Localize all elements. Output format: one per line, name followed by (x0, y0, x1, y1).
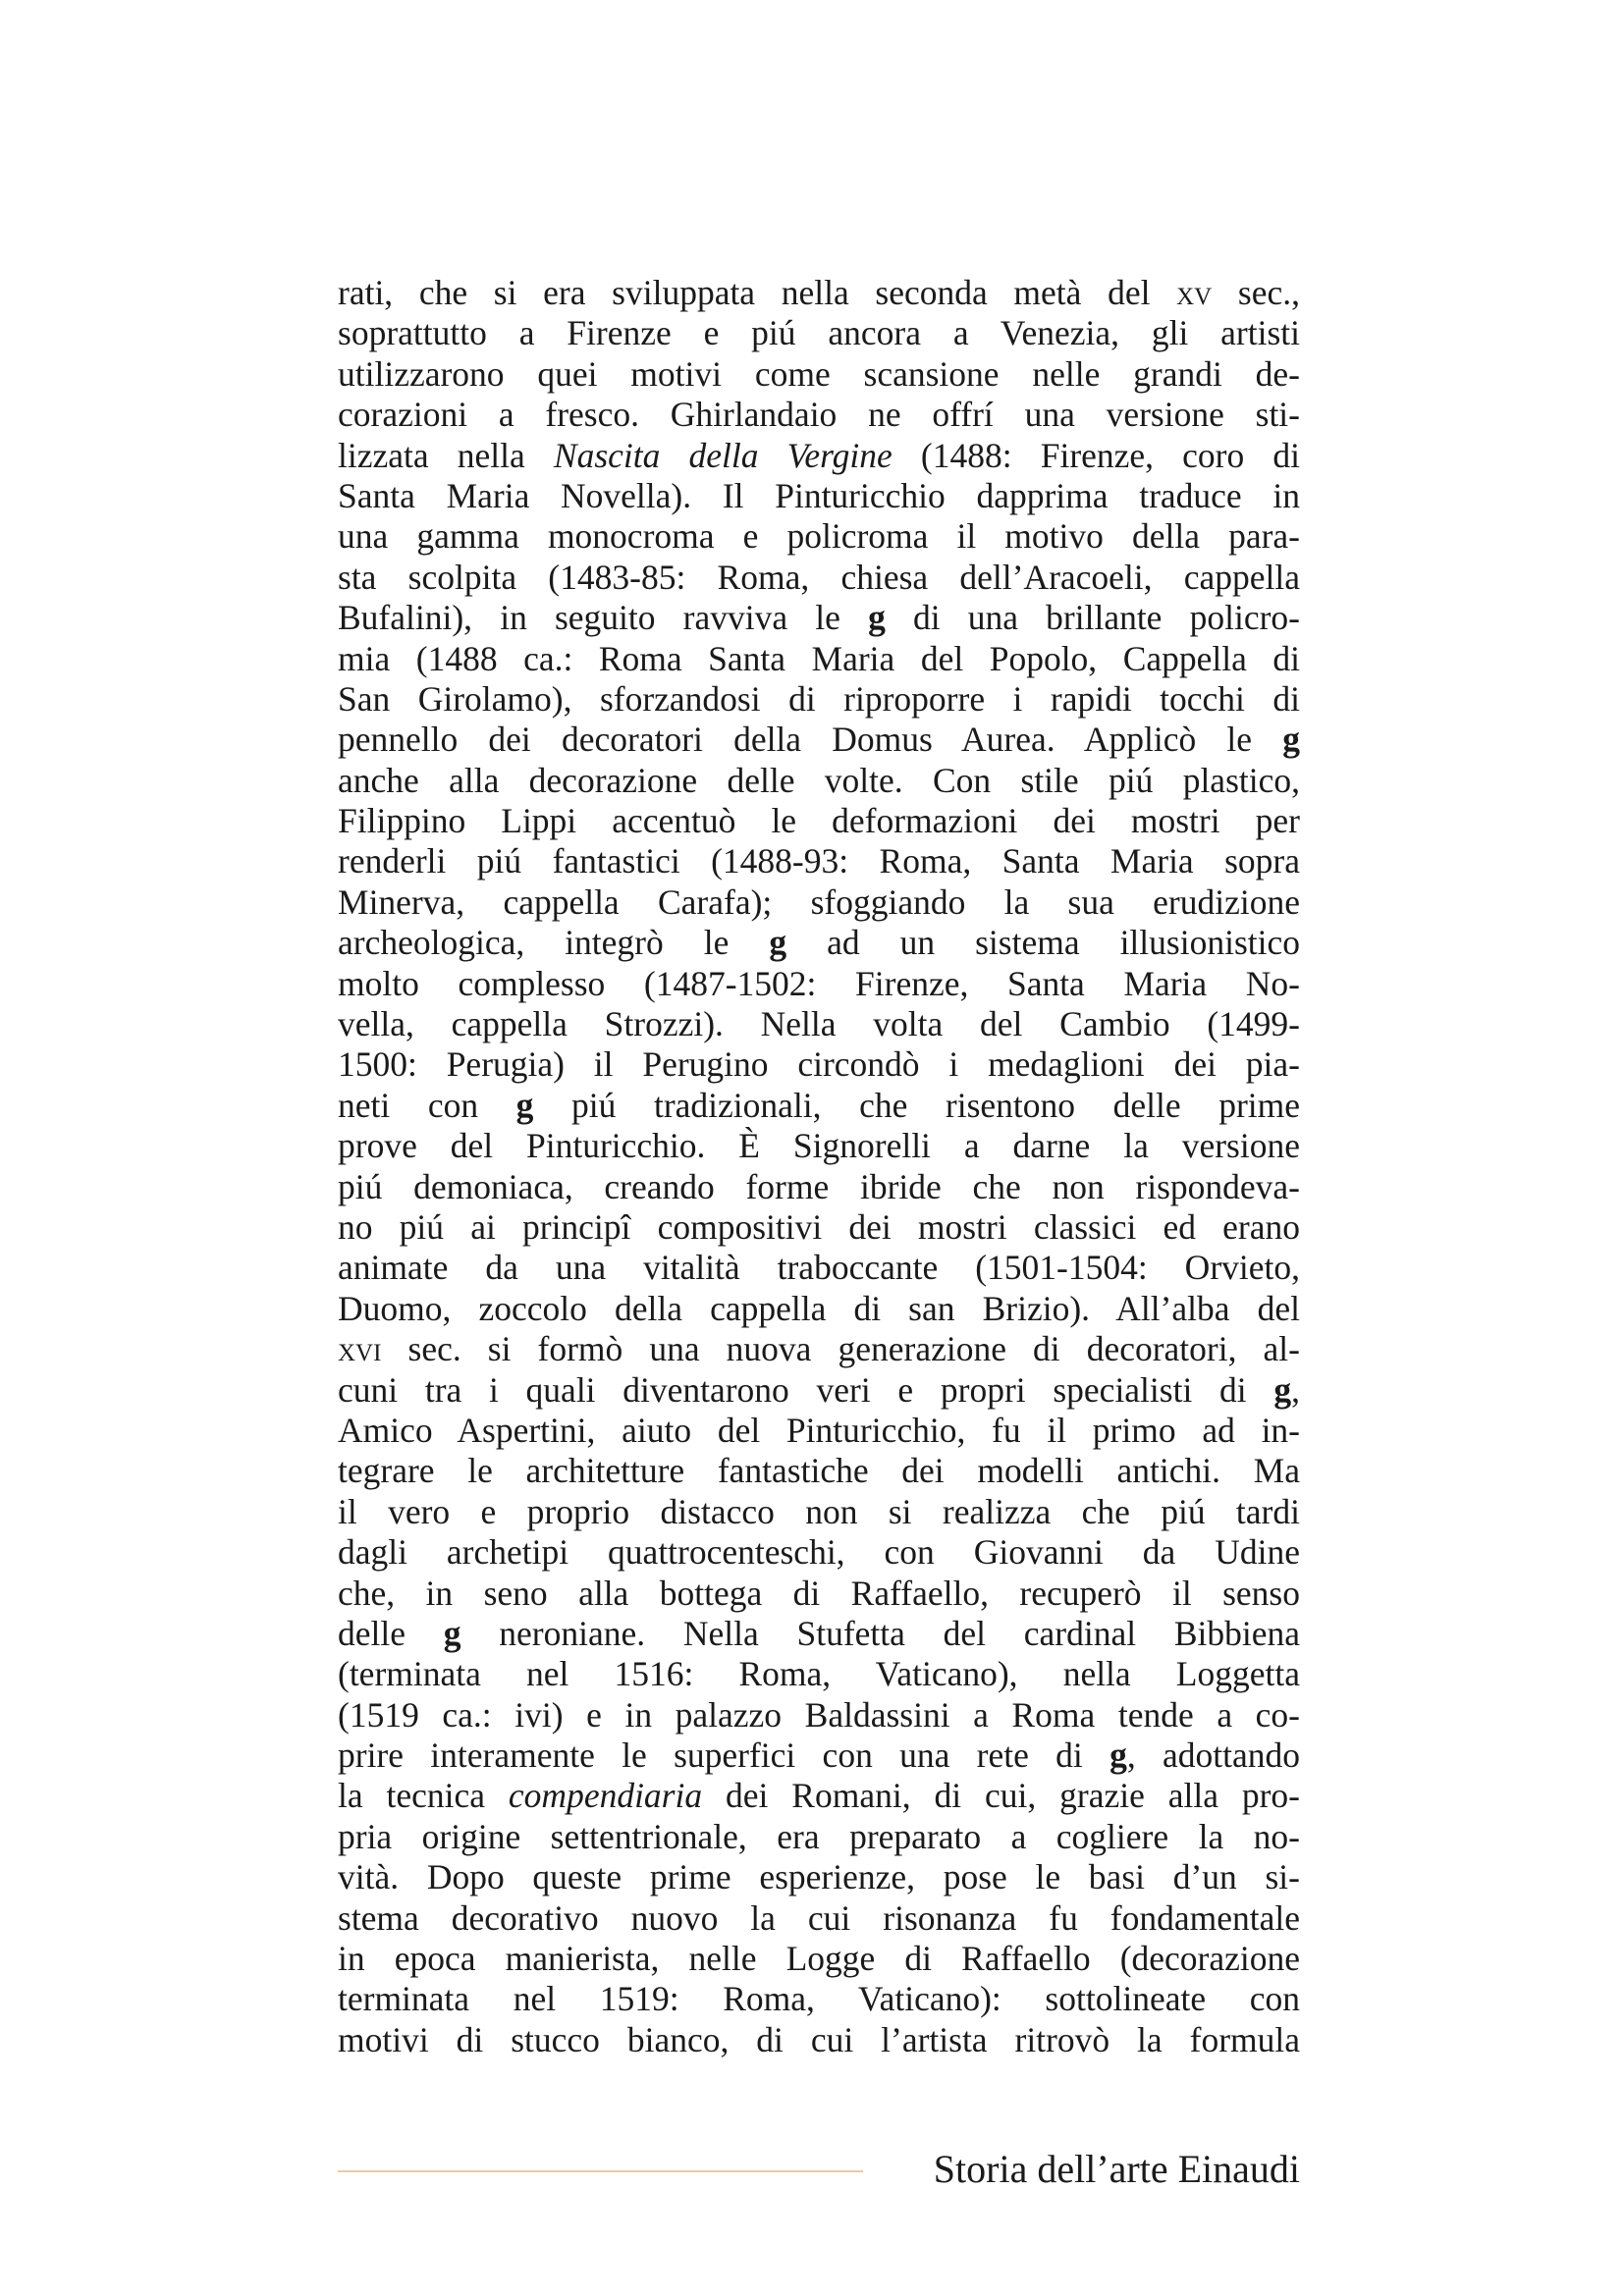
body-line: il vero e proprio distacco non si realizza che piú tardi (338, 1491, 1300, 1531)
body-line: cuni tra i quali diventarono veri e propri specialisti di g, (338, 1369, 1300, 1410)
body-line: la tecnica compendiaria dei Romani, di cui, grazie alla pro- (338, 1776, 1300, 1816)
body-line: dagli archetipi quattrocenteschi, con Giovanni da Udine (338, 1532, 1300, 1573)
body-line: Filippino Lippi accentuò le deformazioni dei mostri per (338, 801, 1300, 841)
body-line: mia (1488 ca.: Roma Santa Maria del Popolo, Cappella di (338, 638, 1300, 678)
body-line: Bufalini), in seguito ravviva le g di una brillante policro- (338, 598, 1300, 638)
body-line: terminata nel 1519: Roma, Vaticano): sottolineate con (338, 1979, 1300, 2019)
body-line: utilizzarono quei motivi come scansione nelle grandi de- (338, 353, 1300, 394)
body-line: corazioni a fresco. Ghirlandaio ne offrí una versione sti- (338, 395, 1300, 435)
body-line: anche alla decorazione delle volte. Con stile piú plastico, (338, 760, 1300, 800)
body-line: che, in seno alla bottega di Raffaello, recuperò il senso (338, 1573, 1300, 1613)
body-line: Amico Aspertini, aiuto del Pinturicchio, fu il primo ad in- (338, 1410, 1300, 1450)
footer-publisher: Storia dell’arte Einaudi (933, 2147, 1300, 2191)
body-line: pennello dei decoratori della Domus Aurea. Applicò le g (338, 720, 1300, 760)
body-line: Minerva, cappella Carafa); sfoggiando la sua erudizione (338, 881, 1300, 922)
body-line: archeologica, integrò le g ad un sistema illusionistico (338, 923, 1300, 963)
body-line: animate da una vitalità traboccante (1501-1504: Orvieto, (338, 1248, 1300, 1288)
body-line: molto complesso (1487-1502: Firenze, Santa Maria No- (338, 963, 1300, 1003)
body-line: tegrare le architetture fantastiche dei modelli antichi. Ma (338, 1451, 1300, 1491)
body-line: piú demoniaca, creando forme ibride che non rispondeva- (338, 1166, 1300, 1206)
body-line: San Girolamo), sforzandosi di riproporre i rapidi tocchi di (338, 678, 1300, 719)
body-text (338, 273, 1300, 2060)
body-line: (1519 ca.: ivi) e in palazzo Baldassini a Roma tende a co- (338, 1694, 1300, 1735)
body-line: no piú ai principî compositivi dei mostri classici ed erano (338, 1206, 1300, 1247)
body-line: xvi sec. si formò una nuova generazione di decoratori, al- (338, 1329, 1300, 1369)
body-line: 1500: Perugia) il Perugino circondò i medaglioni dei pia- (338, 1044, 1300, 1085)
body-line: Santa Maria Novella). Il Pinturicchio dapprima traduce in (338, 475, 1300, 515)
body-line: Duomo, zoccolo della cappella di san Brizio). All’alba del (338, 1288, 1300, 1328)
body-line: vella, cappella Strozzi). Nella volta del Cambio (1499- (338, 1004, 1300, 1044)
body-line: sta scolpita (1483-85: Roma, chiesa dell’Aracoeli, cappella (338, 557, 1300, 597)
body-line: motivi di stucco bianco, di cui l’artista ritrovò la formula (338, 2019, 1300, 2059)
body-line: prove del Pinturicchio. È Signorelli a darne la versione (338, 1126, 1300, 1166)
body-line: una gamma monocroma e policroma il motivo della para- (338, 516, 1300, 557)
body-line: (terminata nel 1516: Roma, Vaticano), nella Loggetta (338, 1654, 1300, 1694)
body-line: renderli piú fantastici (1488-93: Roma, Santa Maria sopra (338, 841, 1300, 881)
body-line: stema decorativo nuovo la cui risonanza fu fondamentale (338, 1897, 1300, 1938)
body-line: prire interamente le superfici con una rete di g, adottando (338, 1735, 1300, 1776)
body-line: delle g neroniane. Nella Stufetta del cardinal Bibbiena (338, 1613, 1300, 1653)
body-line: vità. Dopo queste prime esperienze, pose le basi d’un si- (338, 1857, 1300, 1897)
body-line: lizzata nella Nascita della Vergine (1488: Firenze, coro di (338, 435, 1300, 475)
body-line: pria origine settentrionale, era preparato a cogliere la no- (338, 1816, 1300, 1856)
body-line: in epoca manierista, nelle Logge di Raffaello (decorazione (338, 1939, 1300, 1979)
body-line: soprattutto a Firenze e piú ancora a Venezia, gli artisti (338, 313, 1300, 353)
body-line: rati, che si era sviluppata nella seconda metà del xv sec., (338, 273, 1300, 312)
body-line: neti con g piú tradizionali, che risentono delle prime (338, 1085, 1300, 1125)
footer-rule (338, 2170, 863, 2172)
